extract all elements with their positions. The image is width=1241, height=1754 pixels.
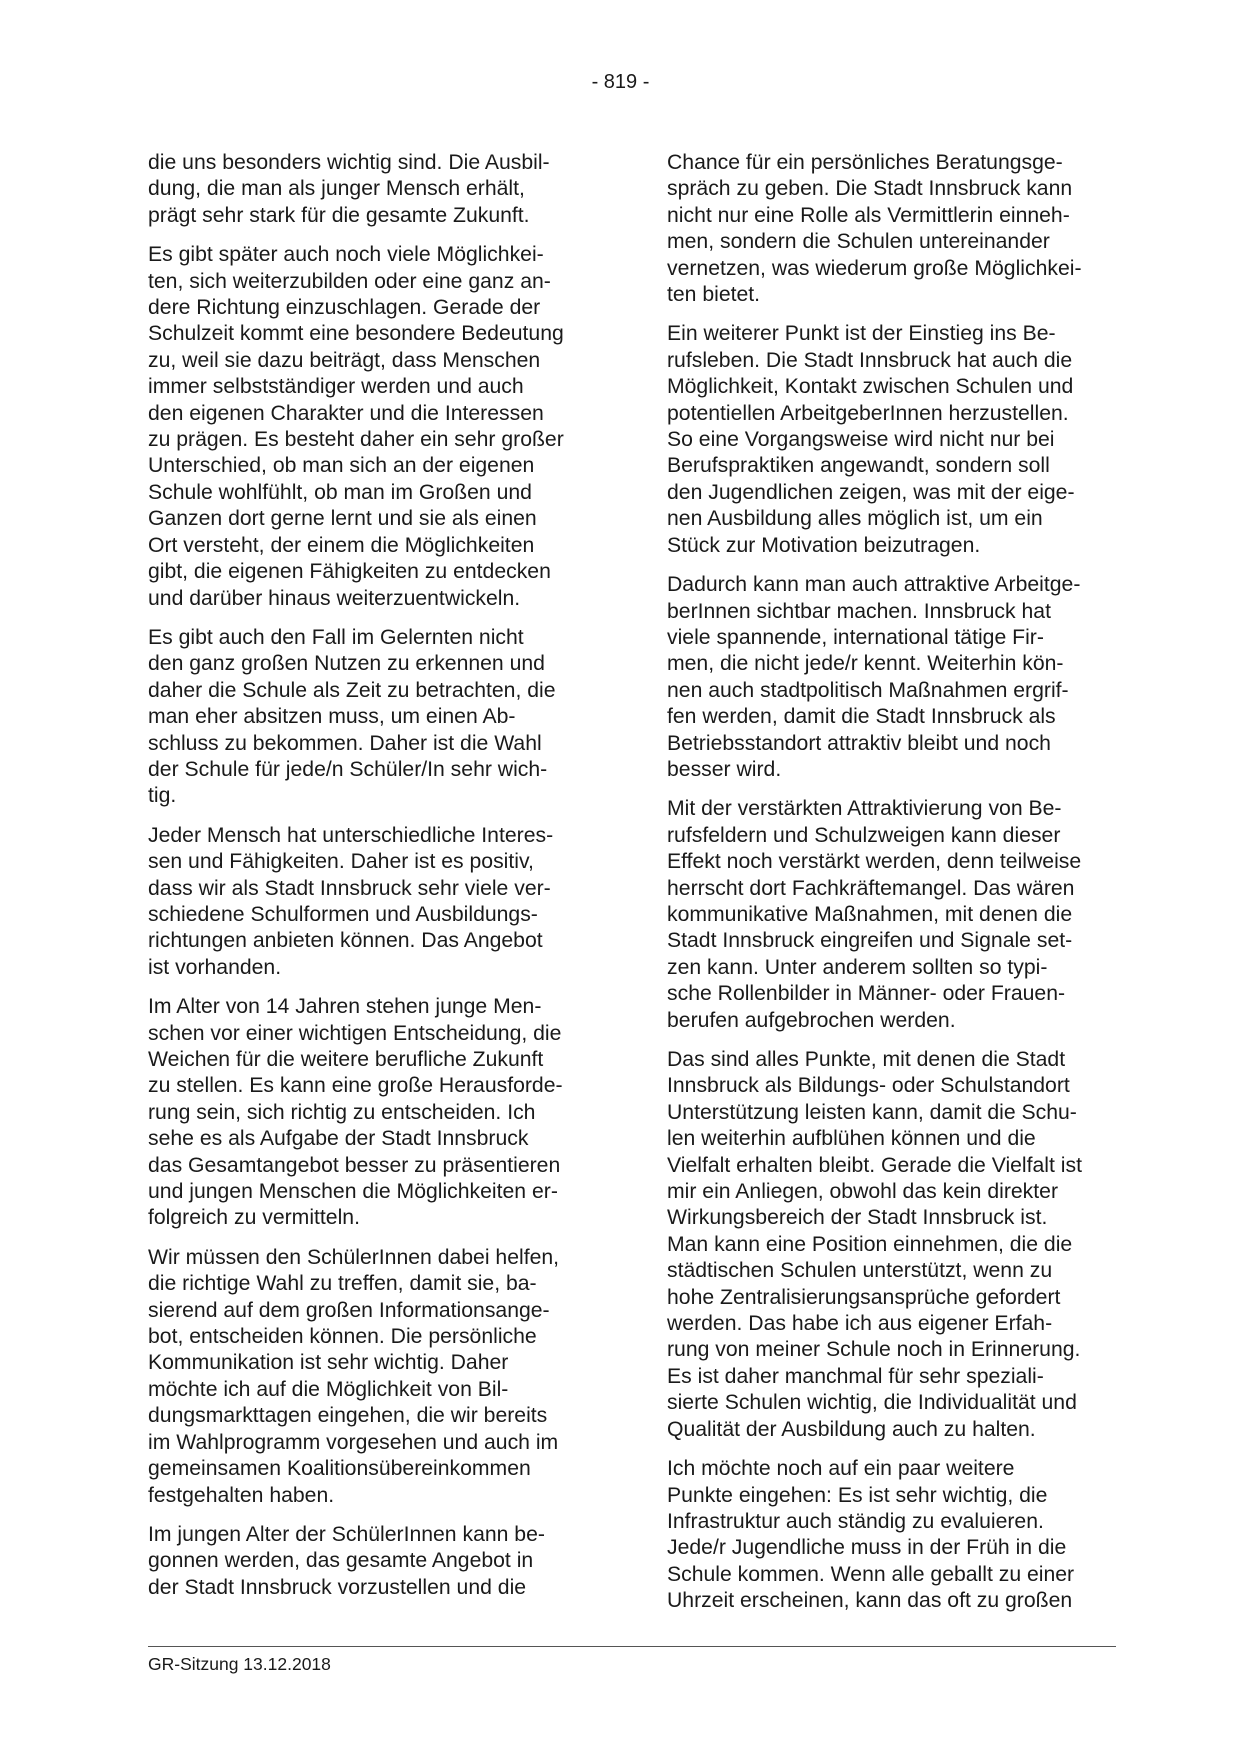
right-column <box>667 150 1129 1628</box>
footer-session-date: GR-Sitzung 13.12.2018 <box>148 1654 331 1674</box>
paragraph: Im Alter von 14 Jahren stehen junge Men- schen vor einer wichtigen Entscheidung, die Weichen für die weitere berufliche Zukunft zu stellen. Es kann eine große Herausforde- rung sein, sich richtig zu entscheiden. Ich sehe es als Aufgabe der Stadt Innsbruck das Gesamtangebot besser zu präsentieren und jungen Menschen die Möglichkeiten er- folgreich zu vermitteln. <box>148 995 563 1230</box>
left-column <box>148 150 610 1614</box>
paragraph: Das sind alles Punkte, mit denen die Stadt Innsbruck als Bildungs- oder Schulstandort Unterstützung leisten kann, damit die Schu- len weiterhin aufblühen können und die Vielfalt erhalten bleibt. Gerade die Vielfalt ist mir ein Anliegen, obwohl das kein direkter Wirkungsbereich der Stadt Innsbruck ist. Man kann eine Position einnehmen, die die städtischen Schulen unterstützt, wenn zu hohe Zentralisierungsansprüche gefordert werden. Das habe ich aus eigener Erfah- rung von meiner Schule noch in Erinnerung. Es ist daher manchmal für sehr speziali- sierte Schulen wichtig, die Individualität und Qualität der Ausbildung auch zu halten. <box>667 1048 1082 1441</box>
page-number: - 819 - <box>591 71 650 93</box>
paragraph: Chance für ein persönliches Beratungsge- spräch zu geben. Die Stadt Innsbruck kann nicht nur eine Rolle als Vermittlerin einneh- men, sondern die Schulen untereinander vernetzen, was wiederum große Möglichkei- ten bietet. <box>667 151 1082 307</box>
footer-divider <box>148 1646 1116 1647</box>
paragraph: Ein weiterer Punkt ist der Einstieg ins Be- rufsleben. Die Stadt Innsbruck hat auch die Möglichkeit, Kontakt zwischen Schulen und potentiellen ArbeitgeberInnen herzustellen. So eine Vorgangsweise wird nicht nur bei Berufspraktiken angewandt, sondern soll den Jugendlichen zeigen, was mit der eige- nen Ausbildung alles möglich ist, um ein Stück zur Motivation beizutragen. <box>667 322 1075 557</box>
paragraph: Es gibt auch den Fall im Gelernten nicht den ganz großen Nutzen zu erkennen und daher die Schule als Zeit zu betrachten, die man eher absitzen muss, um einen Ab- schluss zu bekommen. Daher ist die Wahl der Schule für jede/n Schüler/In sehr wich- tig. <box>148 625 556 808</box>
paragraph: Ich möchte noch auf ein paar weitere Punkte eingehen: Es ist sehr wichtig, die Infrastruktur auch ständig zu evaluieren. Jede/r Jugendliche muss in der Früh in die Schule kommen. Wenn alle geballt zu einer Uhrzeit erscheinen, kann das oft zu großen <box>667 1457 1075 1613</box>
paragraph: die uns besonders wichtig sind. Die Ausbil- dung, die man als junger Mensch erhält, prägt sehr stark für die gesamte Zukunft. <box>148 151 550 227</box>
paragraph: Es gibt später auch noch viele Möglichkei- ten, sich weiterzubilden oder eine ganz an- dere Richtung einzuschlagen. Gerade der Schulzeit kommt eine besondere Bedeutung zu, weil sie dazu beiträgt, dass Menschen immer selbstständiger werden und auch den eigenen Charakter und die Interessen zu prägen. Es besteht daher ein sehr großer Unterschied, ob man sich an der eigenen Schule wohlfühlt, ob man im Großen und Ganzen dort gerne lernt und sie als einen Ort versteht, der einem die Möglichkeiten gibt, die eigenen Fähigkeiten zu entdecken und darüber hinaus weiterzuentwickeln. <box>148 243 564 610</box>
paragraph: Wir müssen den SchülerInnen dabei helfen, die richtige Wahl zu treffen, damit sie, ba- sierend auf dem großen Informationsange- bot, entscheiden können. Die persönliche Kommunikation ist sehr wichtig. Daher möchte ich auf die Möglichkeit von Bil- dungsmarkttagen eingehen, die wir bereits im Wahlprogramm vorgesehen und auch im gemeinsamen Koalitionsübereinkommen festgehalten haben. <box>148 1245 560 1507</box>
paragraph: Dadurch kann man auch attraktive Arbeitge- berInnen sichtbar machen. Innsbruck hat viele spannende, international tätige Fir- men, die nicht jede/r kennt. Weiterhin kön- nen auch stadtpolitisch Maßnahmen ergrif- fen werden, damit die Stadt Innsbruck als Betriebsstandort attraktiv bleibt und noch besser wird. <box>667 573 1081 781</box>
paragraph: Jeder Mensch hat unterschiedliche Interes- sen und Fähigkeiten. Daher ist es positiv, dass wir als Stadt Innsbruck sehr viele ver- schiedene Schulformen und Ausbildungs- richtungen anbieten können. Das Angebot ist vorhanden. <box>148 823 554 979</box>
paragraph: Mit der verstärkten Attraktivierung von Be- rufsfeldern und Schulzweigen kann dieser Effekt noch verstärkt werden, denn teilweise herrscht dort Fachkräftemangel. Das wären kommunikative Maßnahmen, mit denen die Stadt Innsbruck eingreifen und Signale set- zen kann. Unter anderem sollten so typi- sche Rollenbilder in Männer- oder Frauen- berufen aufgebrochen werden. <box>667 797 1082 1032</box>
paragraph: Im jungen Alter der SchülerInnen kann be- gonnen werden, das gesamte Angebot in der Stadt Innsbruck vorzustellen und die <box>148 1522 545 1599</box>
